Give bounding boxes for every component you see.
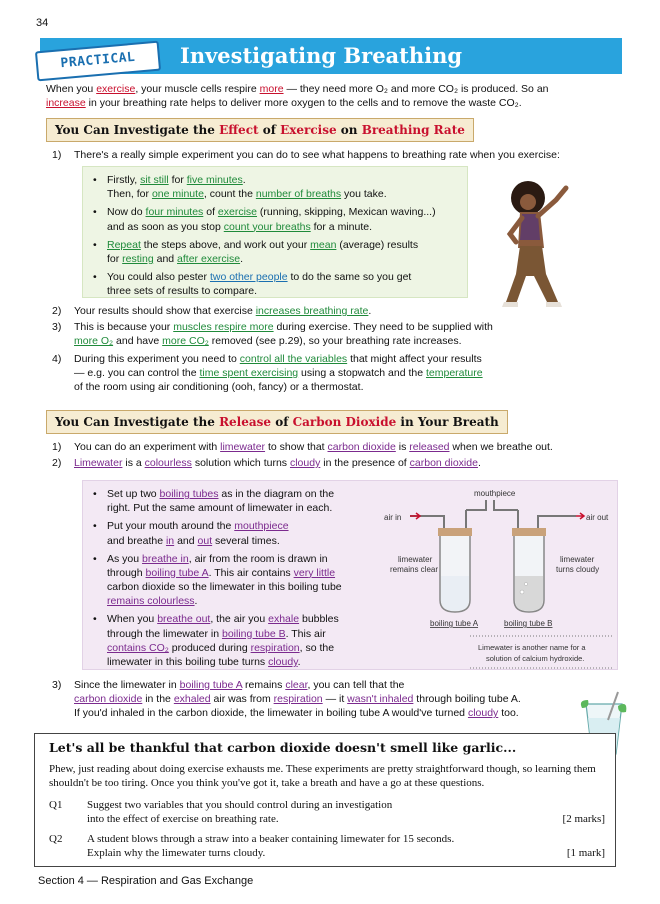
- label-limewater-clear-1: limewater: [398, 555, 433, 564]
- step-3-exercise: 3) This is because your muscles respire more during exercise. They need to be supplied with more O₂ and have more CO₂ removed (see p.29), so your breathing rate increases.: [52, 321, 493, 348]
- bullet-set-up: • Set up two boiling tubes as in the diagram on the right. Put the same amount of limewater in each.: [89, 487, 373, 515]
- label-mouthpiece: mouthpiece: [474, 489, 516, 498]
- bullet-mouthpiece: • Put your mouth around the mouthpiece and breathe in and out several times.: [89, 519, 373, 547]
- tube-a-limewater: [441, 576, 469, 611]
- tube-a-stopper: [438, 528, 472, 536]
- method-box-exercise: [82, 166, 468, 298]
- label-air-out: air out: [586, 513, 609, 522]
- bullet-exercise: • Now do four minutes of exercise (running, skipping, Mexican waving...) and as soon as you stop count your breaths for a minute.: [89, 205, 457, 233]
- summary-title: Let's all be thankful that carbon dioxide doesn't smell like garlic...: [49, 740, 517, 755]
- dancer-flares: [506, 246, 558, 304]
- section-heading-exercise: You Can Investigate the Effect of Exercise on Breathing Rate: [46, 118, 474, 142]
- limewater-diagram: [370, 484, 616, 670]
- label-tube-b: boiling tube B: [504, 619, 553, 628]
- tube-b-limewater: [515, 576, 543, 611]
- bullet-breathe-in: • As you breathe in, air from the room is drawn in through boiling tube A. This air contains very little carbon dioxide so the limewater in this boiling tube remains colourless.: [89, 552, 373, 609]
- step-4-exercise: 4) During this experiment you need to control all the variables that might affect your results — e.g. you can control the time spent exercising using a stopwatch and the temperature of the room using air conditioning (ooh, fancy) or a thermostat.: [52, 353, 483, 394]
- step-2-limewater: 2) Limewater is a colourless solution which turns cloudy in the presence of carbon dioxide.: [52, 457, 481, 469]
- mouthpiece-tube: [466, 500, 518, 510]
- bubble-icon: [520, 590, 524, 594]
- summary-text: Phew, just reading about doing exercise exhausts me. These experiments are pretty straightforward though, so learning them shouldn't be too tiring. Once you think you've got it, take a breath and have a go at these questions.: [49, 763, 596, 790]
- tube-b-stopper: [512, 528, 546, 536]
- bullet-other-people: • You could also pester two other people to do the same so you get three sets of results to compare.: [89, 270, 457, 298]
- bullet-repeat: • Repeat the steps above, and work out your mean (average) results for resting and after exercise.: [89, 238, 457, 266]
- section-heading-carbon-dioxide: You Can Investigate the Release of Carbon Dioxide in Your Breath: [46, 410, 508, 434]
- label-air-in: air in: [384, 513, 402, 522]
- footer-section-title: Section 4 — Respiration and Gas Exchange: [38, 875, 254, 887]
- bullet-sit-still: • Firstly, sit still for five minutes. Then, for one minute, count the number of breaths you take.: [89, 173, 457, 201]
- page-title: Investigating Breathing: [180, 43, 463, 68]
- note-line-2: solution of calcium hydroxide.: [486, 654, 585, 663]
- step-1-limewater: 1) You can do an experiment with limewater to show that carbon dioxide is released when we breathe out.: [52, 441, 553, 453]
- question-1: Q1 Suggest two variables that you should control during an investigation into the effect of exercise on breathing rate. [2 marks]: [49, 799, 605, 826]
- note-line-1: Limewater is another name for a: [478, 643, 586, 652]
- summary-box: [34, 733, 616, 867]
- step-1-exercise: 1) There's a really simple experiment you can do to see what happens to breathing rate when you exercise:: [52, 149, 560, 161]
- question-2: Q2 A student blows through a straw into a beaker containing limewater for 15 seconds. Explain why the limewater turns cloudy. [1 mark]: [49, 833, 605, 860]
- label-limewater-clear-2: remains clear: [390, 565, 439, 574]
- air-in-arrow-icon: [410, 513, 420, 519]
- air-out-arrow-icon: [576, 513, 584, 519]
- label-limewater-cloudy-1: limewater: [560, 555, 595, 564]
- step-2-exercise: 2) Your results should show that exercise increases breathing rate.: [52, 305, 372, 317]
- intro-paragraph: When you exercise, your muscle cells respire more — they need more O₂ and more CO₂ is produced. So an increase in your breathing rate helps to deliver more oxygen to the cells and to remove the waste CO₂.: [46, 83, 549, 110]
- step-3-limewater: 3) Since the limewater in boiling tube A remains clear, you can tell that the carbon dioxide in the exhaled air was from respiration — it wasn't inhaled through boiling tube A. If you'd inhaled in the carbon dioxide, the limewater in boiling tube A would've turned cloudy too.: [52, 679, 521, 720]
- bullet-breathe-out: • When you breathe out, the air you exhale bubbles through the limewater in boiling tube B. This air contains CO₂ produced during respiration, so the limewater in this boiling tube turns cloudy.: [89, 612, 373, 669]
- page-number: 34: [36, 17, 49, 29]
- label-tube-a: boiling tube A: [430, 619, 479, 628]
- practical-tag: PRACTICAL: [35, 41, 161, 82]
- label-limewater-cloudy-2: turns cloudy: [556, 565, 600, 574]
- dancer-illustration: [486, 178, 590, 308]
- bubble-icon: [524, 582, 527, 585]
- dancer-face: [520, 194, 536, 210]
